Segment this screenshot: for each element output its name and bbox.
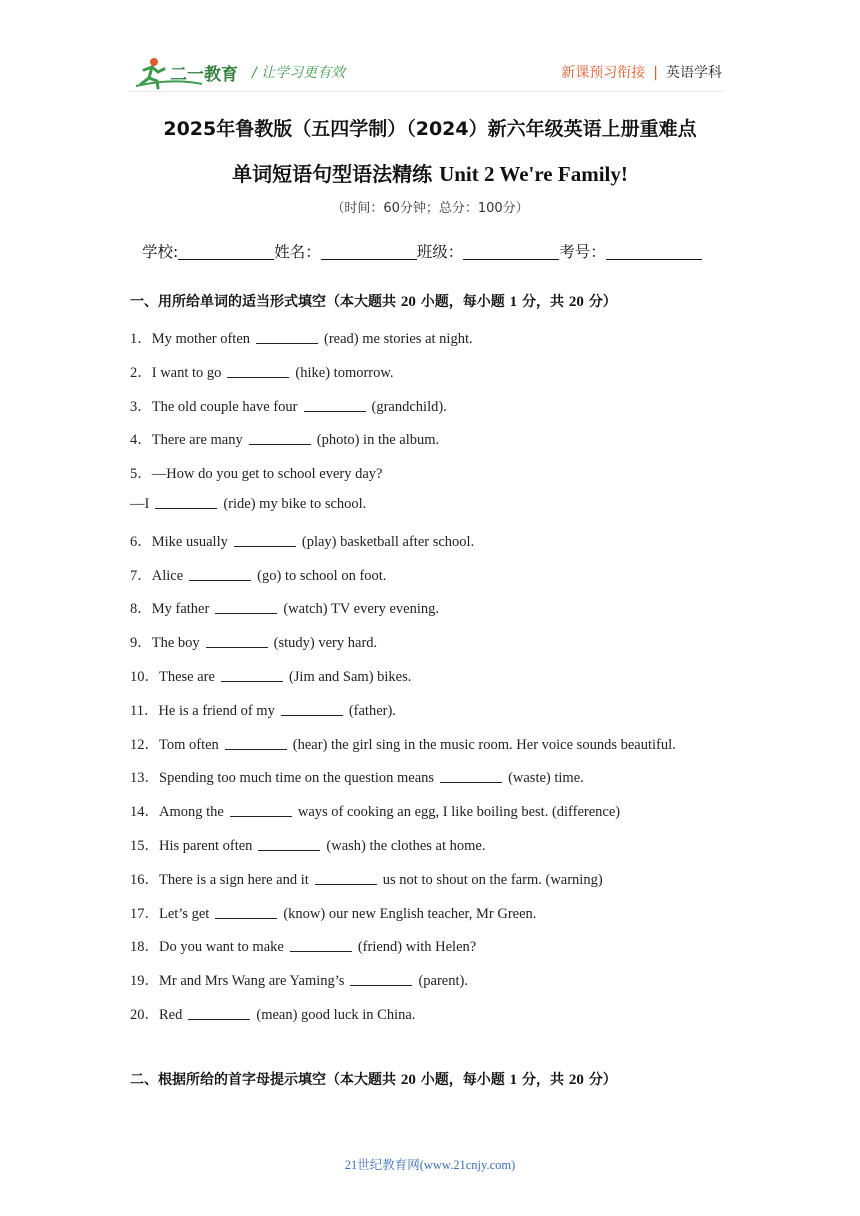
section-1-text-d: 分）: [583, 294, 617, 310]
page-subtitle: [0, 158, 860, 187]
section-2-total: 20: [568, 1072, 584, 1088]
question-text: 3．The old couple have four: [130, 398, 298, 415]
answer-blank[interactable]: [304, 399, 366, 412]
answer-blank[interactable]: [155, 496, 217, 509]
answer-blank[interactable]: [290, 939, 352, 952]
question-hint: (go) to school on foot.: [257, 567, 387, 584]
question-item: [130, 935, 476, 956]
question-hint: ways of cooking an egg, I like boiling best. (difference): [297, 804, 621, 821]
question-text: 19．Mr and Mrs Wang are Yaming’s: [130, 973, 345, 990]
answer-blank[interactable]: [230, 804, 292, 817]
school-label: 学校:: [142, 243, 179, 261]
answer-blank[interactable]: [188, 1007, 250, 1020]
question-text: 13．Spending too much time on the question means: [130, 770, 435, 787]
question-hint: (play) basketball after school.: [301, 533, 475, 550]
answer-blank[interactable]: [215, 906, 277, 919]
class-field[interactable]: [463, 243, 559, 260]
number-label: 考号：: [559, 243, 606, 261]
question-hint: (friend) with Helen?: [357, 939, 477, 956]
question-text: 9．The boy: [130, 635, 200, 652]
question-text: 20．Red: [130, 1007, 183, 1023]
school-field[interactable]: [178, 243, 274, 260]
question-item: [130, 361, 394, 382]
question-item: [130, 699, 396, 720]
page-title: 2025年鲁教版（五四学制）（2024）新六年级英语上册重难点: [163, 118, 697, 140]
answer-blank[interactable]: [206, 635, 268, 648]
answer-blank[interactable]: [440, 770, 502, 783]
subtitle-cn: 单词短语句型语法精练: [232, 162, 440, 186]
page-footer: 21世纪教育网(www.21cnjy.com): [344, 1158, 516, 1172]
question-hint: (waste) time.: [508, 770, 584, 787]
question-text: 6．Mike usually: [130, 533, 228, 550]
section-1-heading: [130, 291, 617, 311]
answer-blank[interactable]: [281, 703, 343, 716]
answer-blank[interactable]: [258, 838, 320, 851]
question-hint: (Jim and Sam) bikes.: [288, 669, 412, 685]
question-item: [130, 969, 468, 990]
question-text: 18．Do you want to make: [130, 939, 284, 956]
question-item: [130, 462, 383, 483]
page-header: [0, 0, 860, 100]
question-hint: (father).: [348, 702, 396, 719]
question-text: 10．These are: [130, 669, 215, 685]
answer-blank[interactable]: [249, 432, 311, 445]
question-text: 1．My mother often: [130, 331, 251, 347]
question-hint: (watch) TV every evening.: [283, 601, 440, 618]
slogan: / 让学习更有效: [252, 65, 346, 81]
question-text: 2．I want to go: [130, 364, 222, 381]
logo-text: 二一教育: [170, 65, 238, 85]
question-text: 17．Let’s get: [130, 905, 210, 922]
answer-blank[interactable]: [315, 872, 377, 885]
question-item: [130, 327, 473, 348]
question-hint: (photo) in the album.: [316, 432, 440, 449]
question-hint: (know) our new English teacher, Mr Green.: [283, 905, 537, 922]
name-label: 姓名：: [274, 243, 321, 261]
class-label: 班级：: [416, 243, 464, 261]
question-text: 7．Alice: [130, 567, 184, 584]
section-2-points-each: 1: [509, 1072, 518, 1088]
question-item: [130, 395, 447, 416]
question-hint: (ride) my bike to school.: [223, 496, 367, 512]
question-hint: (grandchild).: [371, 398, 447, 415]
answer-blank[interactable]: [234, 534, 296, 547]
answer-blank[interactable]: [215, 601, 277, 614]
section-1-points-each: 1: [509, 294, 518, 310]
section-2-text-b: 小题，每小题: [415, 1072, 510, 1088]
section-2-text-d: 分）: [583, 1072, 617, 1088]
subtitle-en: Unit 2 We're Family!: [439, 162, 628, 186]
question-hint: us not to shout on the farm. (warning): [382, 871, 603, 888]
section-1-count: 20: [400, 294, 416, 310]
question-item: [130, 597, 439, 618]
question-hint: (hike) tomorrow.: [295, 364, 394, 381]
answer-blank[interactable]: [227, 365, 289, 378]
section-2-heading: [130, 1069, 617, 1089]
question-text: 16．There is a sign here and it: [130, 871, 309, 888]
header-right: [561, 62, 722, 82]
question-text: 12．Tom often: [130, 736, 219, 753]
question-item: [130, 1003, 415, 1024]
answer-blank[interactable]: [221, 669, 283, 682]
question-text: 5．—How do you get to school every day?: [130, 466, 383, 483]
question-item: [130, 800, 620, 821]
number-field[interactable]: [606, 243, 702, 260]
exam-info: （时间：60分钟；总分：100分）: [331, 201, 529, 216]
question-item: [130, 530, 474, 551]
question-item: [130, 496, 366, 513]
header-separator: |: [653, 65, 658, 81]
section-1-text-b: 小题，每小题: [415, 294, 510, 310]
question-item: [130, 733, 676, 754]
question-hint: (read) me stories at night.: [324, 331, 473, 347]
answer-blank[interactable]: [350, 973, 412, 986]
question-hint: (parent).: [418, 973, 468, 990]
section-2-count: 20: [400, 1072, 416, 1088]
section-2-text-c: 分，共: [517, 1072, 569, 1088]
header-divider: [128, 91, 724, 92]
question-item: [130, 902, 536, 923]
question-item: [130, 766, 584, 787]
answer-blank[interactable]: [189, 568, 251, 581]
section-1-text-a: 一、用所给单词的适当形式填空（本大题共: [130, 294, 401, 310]
answer-blank[interactable]: [256, 331, 318, 344]
name-field[interactable]: [321, 243, 417, 260]
question-text: —I: [130, 496, 150, 512]
question-hint: (wash) the clothes at home.: [326, 838, 486, 854]
question-hint: (mean) good luck in China.: [256, 1007, 416, 1023]
question-text: 8．My father: [130, 601, 210, 618]
logo-icon: [132, 56, 242, 90]
question-text: 11．He is a friend of my: [130, 702, 275, 719]
question-item: [130, 564, 386, 585]
section-1-total: 20: [568, 294, 584, 310]
question-item: [130, 834, 485, 855]
question-hint: (study) very hard.: [273, 635, 378, 652]
question-hint: (hear) the girl sing in the music room. Her voice sounds beautiful.: [292, 736, 676, 753]
answer-blank[interactable]: [225, 737, 287, 750]
question-text: 4．There are many: [130, 432, 243, 449]
student-info-fields: [142, 240, 702, 262]
question-item: [130, 631, 377, 652]
header-subject: 英语学科: [666, 65, 722, 81]
section-2-text-a: 二、根据所给的首字母提示填空（本大题共: [130, 1072, 401, 1088]
section-1-text-c: 分，共: [517, 294, 569, 310]
question-text: 15．His parent often: [130, 838, 253, 854]
question-item: [130, 665, 411, 686]
question-item: [130, 428, 439, 449]
header-course: 新课预习衔接: [561, 65, 646, 81]
question-text: 14．Among the: [130, 804, 224, 821]
question-item: [130, 868, 603, 889]
